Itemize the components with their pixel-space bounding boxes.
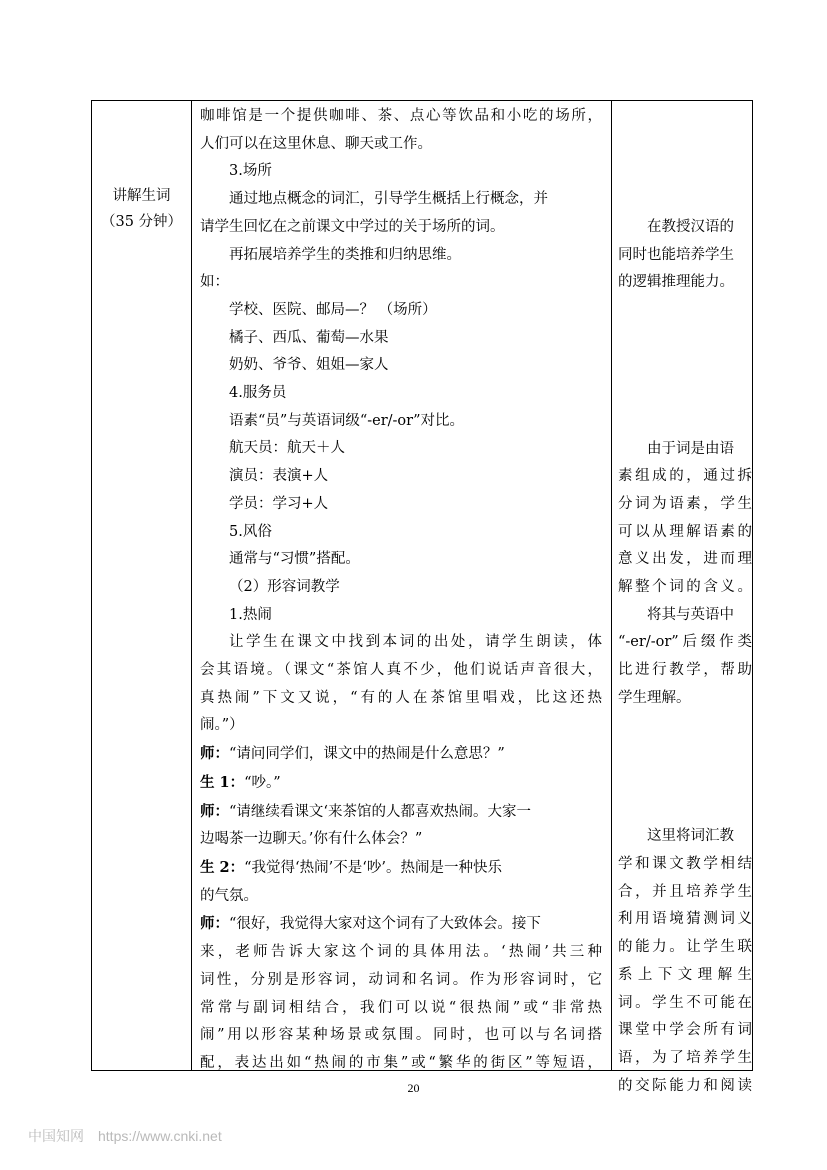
note-line: 合，并且培养学生 bbox=[618, 883, 752, 900]
content-line: 人们可以在这里休息、聊天或工作。 bbox=[200, 135, 432, 152]
stage-duration: （35 分钟） bbox=[100, 214, 183, 230]
section-heading: （2）形容词教学 bbox=[229, 578, 340, 595]
note-line: 在教授汉语的 bbox=[647, 219, 734, 235]
note-line: 利用语境猜测词义 bbox=[618, 911, 752, 928]
stage-title: 讲解生词 bbox=[112, 188, 171, 204]
note-line: 比进行教学，帮助 bbox=[618, 662, 752, 679]
dialogue-line bbox=[200, 740, 602, 769]
content-heading: 4.服务员 bbox=[229, 385, 287, 402]
note-line: 分词为语素，学生 bbox=[618, 495, 752, 512]
dialogue-line bbox=[200, 854, 602, 883]
note-line: 由于词是由语 bbox=[647, 440, 734, 457]
note-line: 的能力。让学生联 bbox=[618, 939, 752, 956]
note-line: 系上下文理解生 bbox=[618, 966, 752, 983]
speaker-teacher: 师： bbox=[200, 915, 229, 933]
note-line: 这里将词汇教 bbox=[647, 828, 734, 845]
content-line: 让学生在课文中找到本词的出处，请学生朗读，体 bbox=[229, 634, 602, 651]
dialogue-text: “请问同学们，课文中的热闹是什么意思？” bbox=[229, 746, 505, 763]
note-line: 词。学生不可能在 bbox=[618, 994, 752, 1011]
speaker-teacher: 师： bbox=[200, 745, 229, 763]
content-line: 来，老师告诉大家这个词的具体用法。‘热闹’共三种 bbox=[200, 944, 602, 961]
watermark-url: https://www.cnki.net bbox=[98, 1128, 222, 1144]
dialogue-text: “吵。” bbox=[244, 774, 281, 791]
speaker-student: 生 1： bbox=[200, 773, 245, 791]
content-line: 会其语境。（课文“茶馆人真不少，他们说话声音很大， bbox=[200, 662, 602, 679]
note-line: 意义出发，进而理 bbox=[618, 551, 752, 568]
note-line: “-er/-or”后缀作类 bbox=[618, 634, 752, 651]
note-line: 学和课文教学相结 bbox=[618, 856, 752, 873]
design-notes-cell bbox=[618, 214, 752, 1100]
content-line: 请学生回忆在之前课文中学过的关于场所的词。 bbox=[200, 218, 505, 235]
dialogue-text: “请继续看课文‘来茶馆的人都喜欢热闹。大家一 bbox=[229, 803, 532, 820]
example-line: 演员：表演+人 bbox=[229, 468, 329, 485]
dialogue-text: “很好，我觉得大家对这个词有了大致体会。接下 bbox=[229, 916, 541, 933]
content-line: 的气氛。 bbox=[200, 887, 258, 904]
content-line: 如： bbox=[200, 274, 229, 291]
content-line: 边喝茶一边聊天。’你有什么体会？” bbox=[200, 831, 423, 848]
speaker-teacher: 师： bbox=[200, 802, 229, 820]
dialogue-line bbox=[200, 769, 602, 798]
dialogue-text: “我觉得‘热闹’不是‘吵’。热闹是一种快乐 bbox=[244, 859, 502, 876]
dialogue-line bbox=[200, 910, 602, 939]
example-line: 橘子、西瓜、葡萄—水果 bbox=[229, 329, 389, 346]
note-line: 可以从理解语素的 bbox=[618, 523, 752, 540]
page-number: 20 bbox=[407, 1081, 420, 1095]
example-line: 学员：学习+人 bbox=[229, 495, 329, 512]
content-line: 常常与副词相结合，我们可以说“很热闹”或“非常热 bbox=[200, 999, 602, 1016]
column-divider bbox=[611, 101, 612, 1070]
note-line: 学生理解。 bbox=[618, 689, 691, 706]
teaching-content-cell bbox=[200, 103, 602, 1078]
note-line: 的交际能力和阅读 bbox=[618, 1077, 752, 1094]
content-heading: 5.风俗 bbox=[229, 523, 272, 540]
cnki-watermark bbox=[28, 1126, 236, 1146]
example-line: 航天员：航天＋人 bbox=[229, 440, 345, 457]
speaker-student: 生 2： bbox=[200, 858, 245, 876]
watermark-brand: 中国知网 bbox=[28, 1128, 84, 1144]
note-line: 同时也能培养学生 bbox=[618, 246, 734, 263]
dialogue-line bbox=[200, 798, 602, 827]
content-line: 闹”用以形容某种场景或氛围。同时，也可以与名词搭 bbox=[200, 1027, 602, 1044]
note-line: 课堂中学会所有词 bbox=[618, 1022, 752, 1039]
content-line: 通常与“习惯”搭配。 bbox=[229, 551, 360, 568]
content-line: 语素“员”与英语词级“-er/-or”对比。 bbox=[229, 412, 465, 429]
note-line: 将其与英语中 bbox=[647, 606, 734, 623]
content-line: 闹。”） bbox=[200, 717, 244, 734]
content-line: 通过地点概念的词汇，引导学生概括上行概念，并 bbox=[229, 191, 548, 208]
note-line: 素组成的，通过拆 bbox=[618, 468, 752, 485]
content-heading: 1.热闹 bbox=[229, 606, 272, 623]
content-line: 再拓展培养学生的类推和归纳思维。 bbox=[229, 246, 461, 263]
note-line: 解整个词的含义。 bbox=[618, 579, 752, 596]
content-line: 配，表达出如“热闹的市集”或“繁华的街区”等短语， bbox=[200, 1054, 602, 1071]
column-divider bbox=[191, 101, 192, 1070]
note-line: 语，为了培养学生 bbox=[618, 1049, 752, 1066]
note-line: 的逻辑推理能力。 bbox=[618, 274, 734, 291]
content-line: 真热闹”下文又说，“有的人在茶馆里唱戏，比这还热 bbox=[200, 689, 602, 706]
content-heading: 3.场所 bbox=[229, 163, 272, 180]
content-line: 咖啡馆是一个提供咖啡、茶、点心等饮品和小吃的场所， bbox=[200, 108, 602, 124]
example-line: 学校、医院、邮局—？ （场所） bbox=[229, 301, 437, 318]
stage-label-cell bbox=[92, 183, 191, 235]
example-line: 奶奶、爷爷、姐姐—家人 bbox=[229, 357, 389, 374]
content-line: 词性，分别是形容词，动词和名词。作为形容词时，它 bbox=[200, 971, 602, 988]
